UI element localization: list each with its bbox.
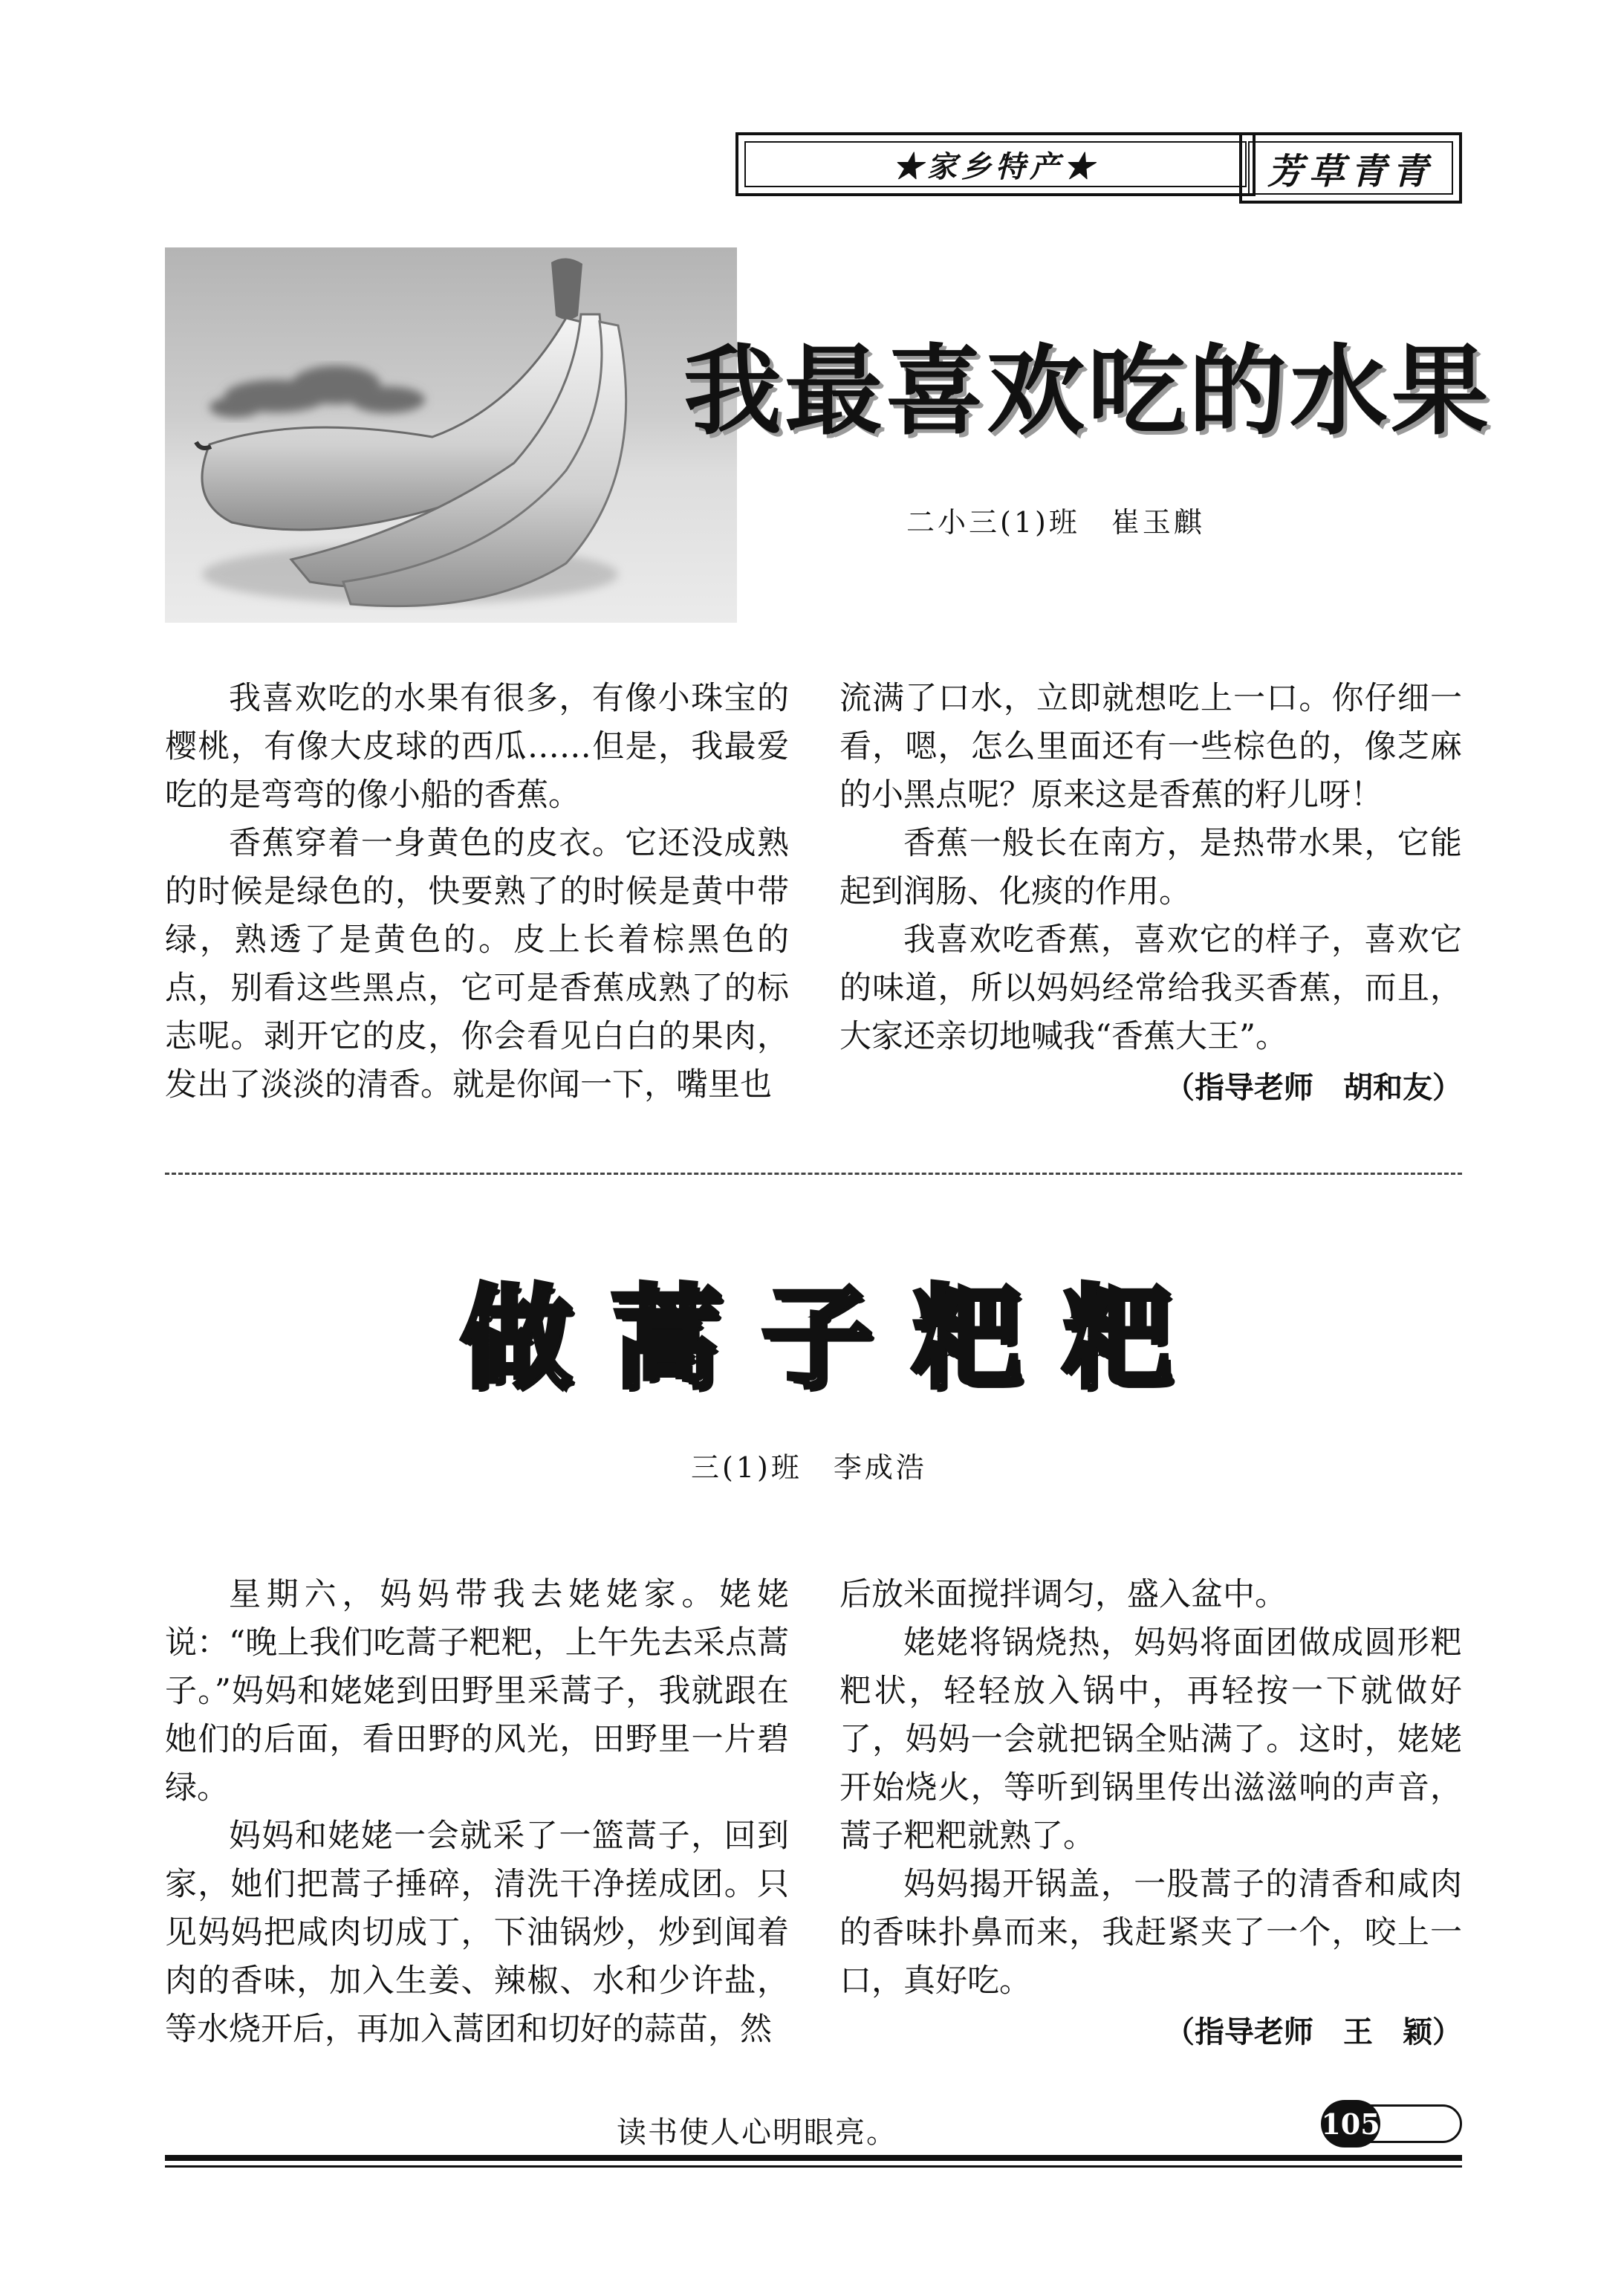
article1-mentor: （指导老师 胡和友） [1165, 1071, 1462, 1105]
bananas-photo [165, 247, 737, 623]
article1-column-right [839, 675, 1462, 1112]
article2-column-right [839, 1571, 1462, 2057]
title-char: 粑 [912, 1273, 1024, 1404]
paragraph-continued: 后放米面搅拌调匀，盛入盆中。 [839, 1576, 1287, 1613]
column-name: 芳草青青 [1248, 141, 1453, 195]
article2-byline: 三(1)班 李成浩 [691, 1451, 927, 1484]
paragraph: 妈妈和姥姥一会就采了一篮蒿子，回到家，她们把蒿子捶碎，清洗干净搓成团。只见妈妈把咸肉切成丁，下油锅炒，炒到闻着肉的香味，加入生姜、辣椒、水和少许盐，等水烧开后，再加入蒿团和切好的蒜苗，然 [165, 1818, 789, 2048]
title-char: 做 [461, 1273, 573, 1404]
bananas-illustration [165, 247, 737, 623]
article2-column-left [165, 1571, 789, 2054]
paragraph: 姥姥将锅烧热，妈妈将面团做成圆形粑粑状，轻轻放入锅中，再轻按一下就做好了，妈妈一会就把锅全贴满了。这时，姥姥开始烧火，等听到锅里传出滋滋响的声音，蒿子粑粑就熟了。 [839, 1624, 1462, 1855]
section-label-box [735, 132, 1256, 196]
title-char: 子 [761, 1273, 873, 1404]
footer-rule-thick [165, 2155, 1462, 2161]
article-divider [165, 1173, 1462, 1175]
article1-byline: 二小三(1)班 崔玉麒 [906, 506, 1205, 539]
section-label: ★家乡特产★ [744, 141, 1247, 187]
article2-mentor: （指导老师 王 颖） [1165, 2015, 1462, 2049]
column-name-box [1239, 132, 1462, 204]
paragraph: 星期六，妈妈带我去姥姥家。姥姥说：“晚上我们吃蒿子粑粑，上午先去采点蒿子。”妈妈和姥姥到田野里采蒿子，我就跟在她们的后面，看田野的风光，田野里一片碧绿。 [165, 1576, 789, 1806]
footer-rule-thin [165, 2165, 1462, 2168]
article1-column-left [165, 675, 789, 1109]
paragraph-continued: 流满了口水，立即就想吃上一口。你仔细一看，嗯，怎么里面还有一些棕色的，像芝麻的小黑点呢？原来这是香蕉的籽儿呀！ [839, 680, 1462, 814]
paragraph: 妈妈揭开锅盖，一股蒿子的清香和咸肉的香味扑鼻而来，我赶紧夹了一个，咬上一口，真好吃。 [839, 1866, 1462, 2000]
article2-title [461, 1248, 1174, 1404]
page-number: 105 [1321, 2100, 1380, 2148]
title-char: 蒿 [611, 1273, 723, 1404]
paragraph: 香蕉穿着一身黄色的皮衣。它还没成熟的时候是绿色的，快要熟了的时候是黄中带绿，熟透了是黄色的。皮上长着棕黑色的点，别看这些黑点，它可是香蕉成熟了的标志呢。剥开它的皮，你会看见白白的果肉，发出了淡淡的清香。就是你闻一下，嘴里也 [165, 825, 789, 1103]
paragraph: 我喜欢吃的水果有很多，有像小珠宝的樱桃，有像大皮球的西瓜……但是，我最爱吃的是弯弯的像小船的香蕉。 [165, 680, 789, 814]
footer-motto: 读书使人心明眼亮。 [617, 2116, 897, 2150]
paragraph: 我喜欢吃香蕉，喜欢它的样子，喜欢它的味道，所以妈妈经常给我买香蕉，而且，大家还亲切地喊我“香蕉大王”。 [839, 921, 1462, 1055]
paragraph: 香蕉一般长在南方，是热带水果，它能起到润肠、化痰的作用。 [839, 825, 1462, 910]
article1-title: 我最喜欢吃的水果 [683, 334, 1492, 449]
title-char: 粑 [1062, 1273, 1174, 1404]
